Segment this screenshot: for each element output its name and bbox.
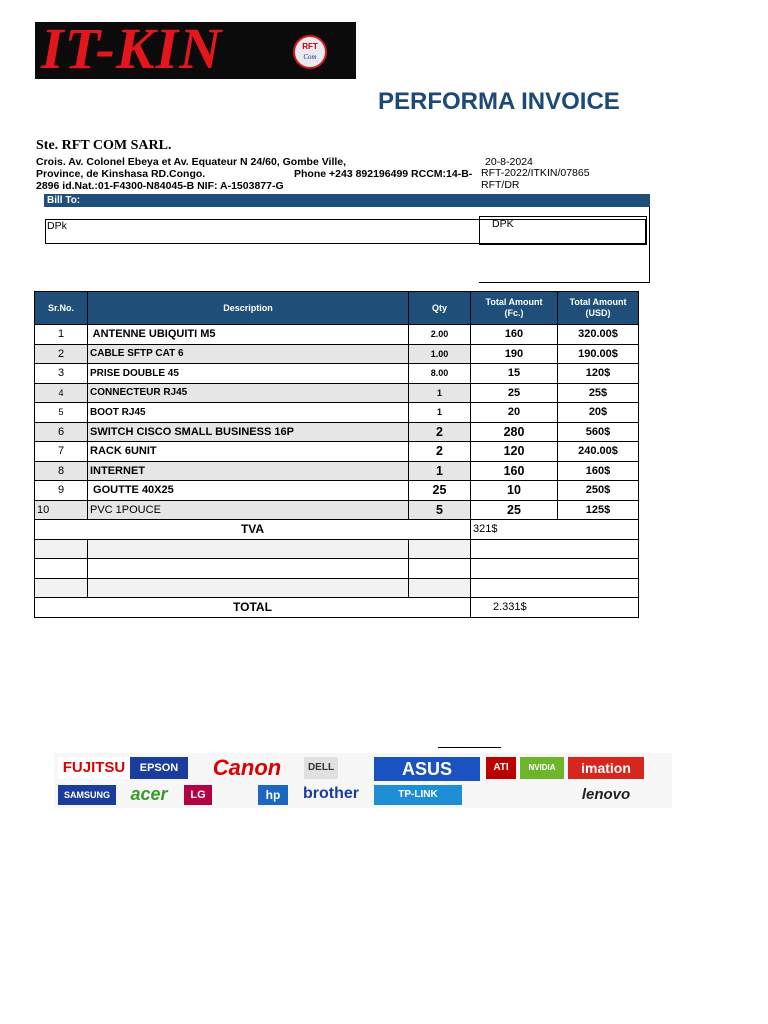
description-cell: PVC 1POUCE: [88, 500, 409, 520]
brand-logo-tp-link: TP-LINK: [374, 785, 462, 805]
invoice-reference-2: RFT/DR: [481, 179, 520, 191]
blank-cell: [471, 578, 639, 598]
description-cell: PRISE DOUBLE 45: [88, 364, 409, 384]
brand-logo-ati: ATI: [486, 757, 516, 779]
brand-logo-epson: EPSON: [130, 757, 188, 779]
logo-badge: [293, 35, 327, 69]
description-cell: CABLE SFTP CAT 6: [88, 344, 409, 364]
blank-row: [35, 578, 639, 598]
brand-logo-imation: imation: [568, 757, 644, 779]
table-header-row: [35, 292, 639, 325]
qty-cell: 2.00: [409, 325, 471, 345]
company-name: Ste. RFT COM SARL.: [36, 138, 172, 153]
total-usd-cell: 125$: [558, 500, 639, 520]
total-usd-cell: 250$: [558, 481, 639, 501]
total-usd-cell: 20$: [558, 403, 639, 423]
total-usd-cell: 25$: [558, 383, 639, 403]
brand-logo-asus: ASUS: [374, 757, 480, 781]
bill-to-bar: [44, 194, 650, 207]
description-cell: GOUTTE 40X25: [88, 481, 409, 501]
company-address-line3: 2896 id.Nat.:01-F4300-N84045-B NIF: A-1503877-G: [36, 180, 284, 192]
partner-brands-strip: [54, 753, 672, 808]
total-fc-cell: 160: [471, 325, 558, 345]
sr-cell: 5: [35, 403, 88, 423]
total-usd-cell: 160$: [558, 461, 639, 481]
brand-logo-fujitsu: FUJITSU: [58, 757, 130, 779]
brand-logo-samsung: SAMSUNG: [58, 785, 116, 805]
company-logo: [35, 16, 356, 81]
blank-cell: [88, 559, 409, 579]
column-header-total-fc-label: Total Amount (Fc.): [485, 297, 543, 318]
total-fc-cell: 190: [471, 344, 558, 364]
table-row: [35, 442, 639, 462]
sr-cell: 10: [35, 500, 88, 520]
column-header-sr: Sr.No.: [35, 292, 88, 325]
brand-logo-brother: brother: [294, 783, 368, 805]
sr-cell: 4: [35, 383, 88, 403]
table-row: [35, 500, 639, 520]
table-row: [35, 325, 639, 345]
total-row: [35, 598, 639, 618]
total-usd-cell: 190.00$: [558, 344, 639, 364]
blank-cell: [88, 539, 409, 559]
table-row: [35, 344, 639, 364]
company-phone: Phone +243 892196499 RCCM:14-B-: [294, 168, 473, 180]
description-cell: INTERNET: [88, 461, 409, 481]
table-row: [35, 481, 639, 501]
brand-logo-acer: acer: [118, 783, 180, 805]
blank-cell: [409, 578, 471, 598]
qty-cell: 25: [409, 481, 471, 501]
qty-cell: 1: [409, 383, 471, 403]
total-fc-cell: 15: [471, 364, 558, 384]
company-address-line2: Province, de Kinshasa RD.Congo.: [36, 168, 206, 180]
blank-cell: [471, 539, 639, 559]
column-header-total-usd: [558, 292, 639, 325]
invoice-items-table: [34, 291, 639, 618]
blank-cell: [35, 539, 88, 559]
table-row: [35, 364, 639, 384]
total-fc-cell: 120: [471, 442, 558, 462]
table-row: [35, 383, 639, 403]
qty-cell: 2: [409, 442, 471, 462]
blank-cell: [471, 559, 639, 579]
sr-cell: 8: [35, 461, 88, 481]
total-fc-cell: 25: [471, 500, 558, 520]
brand-logo-lg: LG: [184, 785, 212, 805]
brand-logo-dell: DELL: [304, 757, 338, 779]
total-label: TOTAL: [35, 598, 471, 618]
column-header-description: Description: [88, 292, 409, 325]
tva-label: TVA: [35, 520, 471, 540]
qty-cell: 8.00: [409, 364, 471, 384]
ship-to-name: DPK: [492, 218, 514, 230]
column-header-total-usd-label: Total Amount (USD): [569, 297, 627, 318]
total-fc-cell: 10: [471, 481, 558, 501]
logo-text: IT-KIN: [41, 16, 223, 81]
qty-cell: 5: [409, 500, 471, 520]
sr-cell: 2: [35, 344, 88, 364]
qty-cell: 1: [409, 403, 471, 423]
total-fc-cell: 160: [471, 461, 558, 481]
qty-cell: 1: [409, 461, 471, 481]
qty-cell: 2: [409, 422, 471, 442]
column-header-total-fc: [471, 292, 558, 325]
blank-cell: [35, 578, 88, 598]
sr-cell: 7: [35, 442, 88, 462]
invoice-reference: RFT-2022/ITKIN/07865: [481, 167, 590, 179]
total-usd-cell: 240.00$: [558, 442, 639, 462]
signature-line: [438, 747, 501, 748]
brand-logo-canon: Canon: [194, 755, 300, 781]
blank-cell: [409, 559, 471, 579]
total-usd-cell: 320.00$: [558, 325, 639, 345]
column-header-qty: Qty: [409, 292, 471, 325]
bill-to-name: DPk: [47, 220, 67, 232]
description-cell: BOOT RJ45: [88, 403, 409, 423]
sr-cell: 3: [35, 364, 88, 384]
blank-row: [35, 539, 639, 559]
tva-value: 321$: [471, 520, 639, 540]
company-address-line1: Crois. Av. Colonel Ebeya et Av. Equateur N 24/60, Gombe Ville,: [36, 156, 347, 168]
brand-logo-lenovo: lenovo: [562, 785, 650, 805]
description-cell: SWITCH CISCO SMALL BUSINESS 16P: [88, 422, 409, 442]
qty-cell: 1.00: [409, 344, 471, 364]
description-cell: RACK 6UNIT: [88, 442, 409, 462]
total-usd-cell: 560$: [558, 422, 639, 442]
table-row: [35, 403, 639, 423]
table-row: [35, 461, 639, 481]
brand-logo-nvidia: NVIDIA: [520, 757, 564, 779]
description-cell: CONNECTEUR RJ45: [88, 383, 409, 403]
total-fc-cell: 280: [471, 422, 558, 442]
tva-row: [35, 520, 639, 540]
blank-cell: [88, 578, 409, 598]
sr-cell: 9: [35, 481, 88, 501]
blank-cell: [35, 559, 88, 579]
invoice-title: PERFORMA INVOICE: [378, 88, 620, 115]
blank-row: [35, 559, 639, 579]
total-usd-cell: 120$: [558, 364, 639, 384]
total-value: 2.331$: [471, 598, 639, 618]
brand-logo-hp: hp: [258, 785, 288, 805]
logo-badge-top: RFT: [302, 42, 318, 51]
logo-badge-bottom: Com: [303, 53, 317, 61]
sr-cell: 6: [35, 422, 88, 442]
invoice-date: 20-8-2024: [485, 156, 533, 168]
bill-to-label: Bill To:: [47, 195, 81, 206]
blank-cell: [409, 539, 471, 559]
total-fc-cell: 25: [471, 383, 558, 403]
sr-cell: 1: [35, 325, 88, 345]
total-fc-cell: 20: [471, 403, 558, 423]
table-row: [35, 422, 639, 442]
description-cell: ANTENNE UBIQUITI M5: [88, 325, 409, 345]
